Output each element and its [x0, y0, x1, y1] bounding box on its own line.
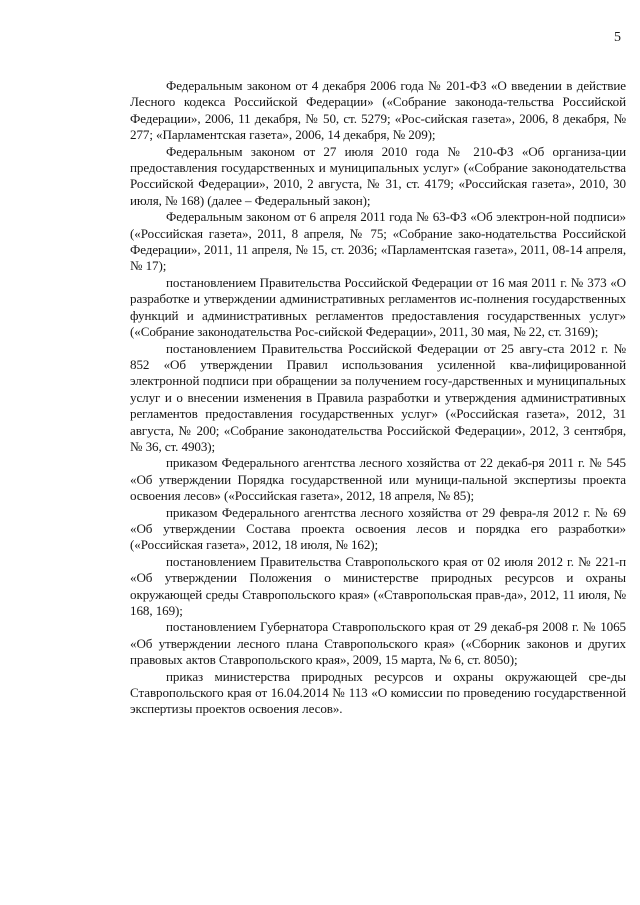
page-number: 5 [614, 30, 621, 45]
list-item-order-69: приказом Федерального агентства лесного хозяйства от 29 февра-ля 2012 г. № 69 «Об утверждении Состава проекта освоения лесов и порядка его разработки» («Российская газета», 2012, 18 июля, № 162); [130, 504, 626, 553]
list-item-law-201-fz: Федеральным законом от 4 декабря 2006 года № 201-ФЗ «О введении в действие Лесного кодекса Российской Федерации» («Собрание законода-тельства Российской Федерации», 2006, 11 декабря, № 50, ст. 5279; «Рос-сийская газета», 2006, 8 декабря, № 277; «Парламентская газета», 2006, 14 декабря, № 209); [130, 78, 626, 143]
list-item-order-545: приказом Федерального агентства лесного хозяйства от 22 декаб-ря 2011 г. № 545 «Об утверждении Порядка государственной или муници-пальной экспертизы проекта освоения лесов» («Российская газета», 2012, 18 апреля, № 85); [130, 455, 626, 504]
list-item-law-63-fz: Федеральным законом от 6 апреля 2011 года № 63-ФЗ «Об электрон-ной подписи» («Российская газета», 2011, 8 апреля, № 75; «Собрание зако-нодательства Российской Федерации», 2011, 11 апреля, № 15, ст. 2036; «Парламентская газета», 2011, 08-14 апреля, № 17); [130, 209, 626, 274]
list-item-resolution-221-p: постановлением Правительства Ставропольского края от 02 июля 2012 г. № 221-п «Об утверждении Положения о министерстве природных ресурсов и охраны окружающей среды Ставропольского края» («Ставропольская прав-да», 2012, 11 июля, № 168, 169); [130, 553, 626, 618]
list-item-resolution-1065: постановлением Губернатора Ставропольского края от 29 декаб-ря 2008 г. № 1065 «Об утверждении лесного плана Ставропольского края» («Сборник законов и других правовых актов Ставропольского края», 2009, 15 марта, № 6, ст. 8050); [130, 619, 626, 668]
list-item-resolution-852: постановлением Правительства Российской Федерации от 25 авгу-ста 2012 г. № 852 «Об утверждении Правил использования усиленной ква-лифицированной электронной подписи при обращении за получением госу-дарственных и муниципальных услуг и о внесении изменения в Правила разработки и утверждения административных регламентов предоставления государственных услуг» («Российская газета», 2012, 31 августа, № 200; «Собрание законодательства Российской Федерации», 2012, 3 сентября, № 36, ст. 4903); [130, 340, 626, 454]
list-item-resolution-373: постановлением Правительства Российской Федерации от 16 мая 2011 г. № 373 «О разработке и утверждении административных регламентов ис-полнения государственных функций и административных регламентов предоставления государственных услуг» («Собрание законодательства Рос-сийской Федерации», 2011, 30 мая, № 22, ст. 3169); [130, 274, 626, 340]
list-item-law-210-fz: Федеральным законом от 27 июля 2010 года № 210-ФЗ «Об организа-ции предоставления государственных и муниципальных услуг» («Собрание законодательства Российской Федерации», 2010, 2 августа, № 31, ст. 4179; «Российская газета», 2010, 30 июля, № 168) (далее – Федеральный закон); [130, 143, 626, 208]
document-body [130, 78, 626, 718]
list-item-order-113: приказ министерства природных ресурсов и охраны окружающей сре-ды Ставропольского края от 16.04.2014 № 113 «О комиссии по проведению государственной экспертизы проектов освоения лесов». [130, 668, 626, 717]
